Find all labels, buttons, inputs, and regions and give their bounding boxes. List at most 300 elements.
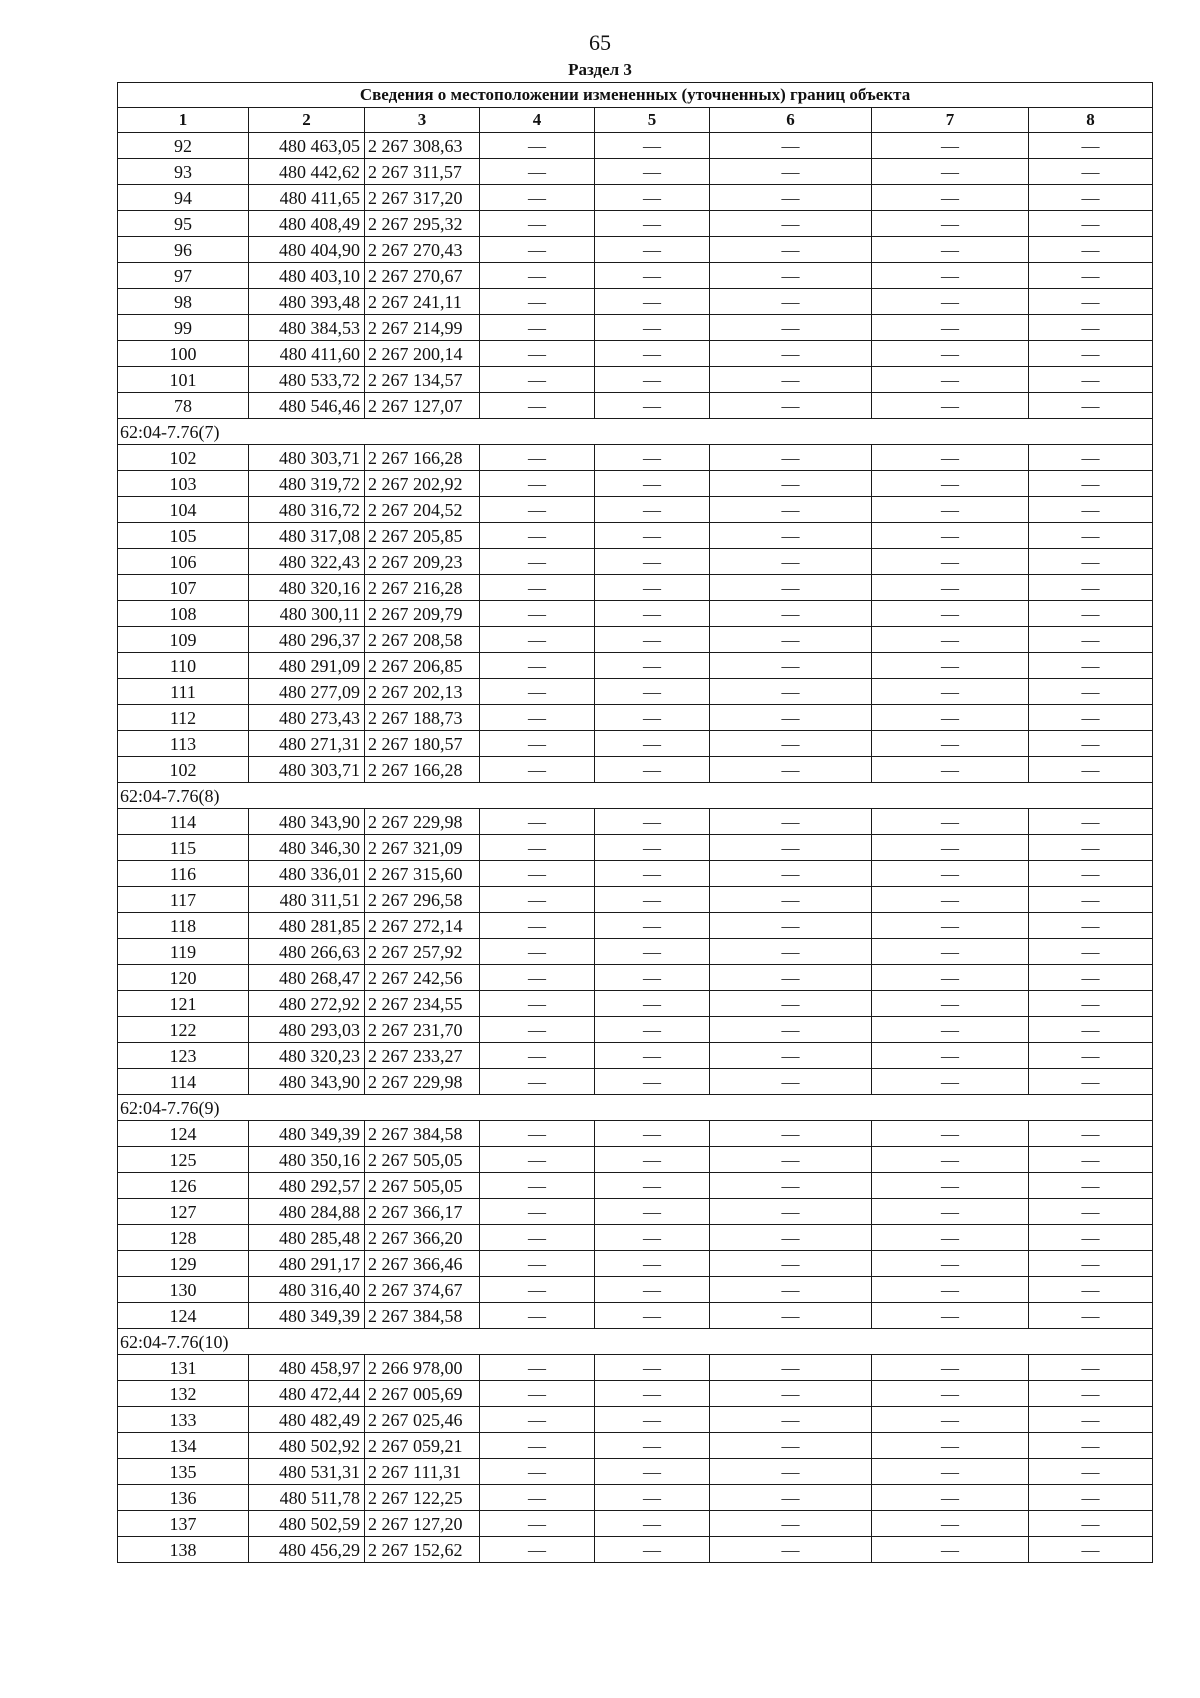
- point-number-cell: 99: [118, 315, 249, 341]
- empty-value-cell: —: [710, 211, 872, 237]
- y-coordinate-cell: 2 267 366,20: [365, 1225, 480, 1251]
- empty-value-cell: —: [480, 809, 595, 835]
- empty-value-cell: —: [710, 1121, 872, 1147]
- empty-value-cell: —: [710, 627, 872, 653]
- table-row: [118, 1537, 1153, 1563]
- empty-value-cell: —: [710, 393, 872, 419]
- table-row: [118, 757, 1153, 783]
- empty-value-cell: —: [480, 211, 595, 237]
- empty-value-cell: —: [1029, 809, 1153, 835]
- empty-value-cell: —: [480, 679, 595, 705]
- empty-value-cell: —: [1029, 497, 1153, 523]
- point-number-cell: 111: [118, 679, 249, 705]
- empty-value-cell: —: [710, 1043, 872, 1069]
- empty-value-cell: —: [872, 1199, 1029, 1225]
- empty-value-cell: —: [1029, 835, 1153, 861]
- y-coordinate-cell: 2 267 241,11: [365, 289, 480, 315]
- group-header-row: [118, 1329, 1153, 1355]
- y-coordinate-cell: 2 267 134,57: [365, 367, 480, 393]
- parcel-group-label: 62:04-7.76(7): [118, 419, 1153, 445]
- point-number-cell: 93: [118, 159, 249, 185]
- x-coordinate-cell: 480 292,57: [249, 1173, 365, 1199]
- empty-value-cell: —: [1029, 861, 1153, 887]
- table-row: [118, 1407, 1153, 1433]
- point-number-cell: 114: [118, 1069, 249, 1095]
- empty-value-cell: —: [595, 627, 710, 653]
- y-coordinate-cell: 2 267 005,69: [365, 1381, 480, 1407]
- empty-value-cell: —: [480, 315, 595, 341]
- y-coordinate-cell: 2 267 374,67: [365, 1277, 480, 1303]
- empty-value-cell: —: [480, 445, 595, 471]
- empty-value-cell: —: [872, 1303, 1029, 1329]
- x-coordinate-cell: 480 349,39: [249, 1121, 365, 1147]
- empty-value-cell: —: [1029, 1251, 1153, 1277]
- empty-value-cell: —: [595, 367, 710, 393]
- empty-value-cell: —: [595, 809, 710, 835]
- empty-value-cell: —: [710, 861, 872, 887]
- empty-value-cell: —: [480, 549, 595, 575]
- x-coordinate-cell: 480 456,29: [249, 1537, 365, 1563]
- table-row: [118, 835, 1153, 861]
- y-coordinate-cell: 2 267 366,17: [365, 1199, 480, 1225]
- table-row: [118, 497, 1153, 523]
- empty-value-cell: —: [710, 731, 872, 757]
- x-coordinate-cell: 480 343,90: [249, 1069, 365, 1095]
- y-coordinate-cell: 2 266 978,00: [365, 1355, 480, 1381]
- y-coordinate-cell: 2 267 317,20: [365, 185, 480, 211]
- x-coordinate-cell: 480 458,97: [249, 1355, 365, 1381]
- table-row: [118, 263, 1153, 289]
- table-row: [118, 809, 1153, 835]
- empty-value-cell: —: [1029, 757, 1153, 783]
- empty-value-cell: —: [710, 601, 872, 627]
- table-row: [118, 1511, 1153, 1537]
- empty-value-cell: —: [872, 1043, 1029, 1069]
- empty-value-cell: —: [595, 237, 710, 263]
- coordinates-table: [117, 82, 1153, 1563]
- parcel-group-label: 62:04-7.76(9): [118, 1095, 1153, 1121]
- empty-value-cell: —: [1029, 549, 1153, 575]
- y-coordinate-cell: 2 267 202,92: [365, 471, 480, 497]
- empty-value-cell: —: [595, 1147, 710, 1173]
- empty-value-cell: —: [872, 341, 1029, 367]
- column-number: 8: [1029, 108, 1153, 133]
- empty-value-cell: —: [872, 497, 1029, 523]
- empty-value-cell: —: [480, 887, 595, 913]
- y-coordinate-cell: 2 267 505,05: [365, 1147, 480, 1173]
- empty-value-cell: —: [1029, 1043, 1153, 1069]
- empty-value-cell: —: [480, 1303, 595, 1329]
- x-coordinate-cell: 480 442,62: [249, 159, 365, 185]
- table-row: [118, 1147, 1153, 1173]
- column-number: 4: [480, 108, 595, 133]
- y-coordinate-cell: 2 267 296,58: [365, 887, 480, 913]
- table-caption: Сведения о местоположении измененных (уточненных) границ объекта: [118, 83, 1153, 108]
- empty-value-cell: —: [480, 1381, 595, 1407]
- empty-value-cell: —: [480, 1225, 595, 1251]
- empty-value-cell: —: [872, 549, 1029, 575]
- y-coordinate-cell: 2 267 209,23: [365, 549, 480, 575]
- y-coordinate-cell: 2 267 200,14: [365, 341, 480, 367]
- empty-value-cell: —: [595, 1381, 710, 1407]
- column-number: 5: [595, 108, 710, 133]
- empty-value-cell: —: [872, 263, 1029, 289]
- empty-value-cell: —: [872, 1459, 1029, 1485]
- empty-value-cell: —: [1029, 367, 1153, 393]
- empty-value-cell: —: [480, 1121, 595, 1147]
- y-coordinate-cell: 2 267 315,60: [365, 861, 480, 887]
- point-number-cell: 129: [118, 1251, 249, 1277]
- table-row: [118, 1043, 1153, 1069]
- empty-value-cell: —: [480, 393, 595, 419]
- empty-value-cell: —: [480, 1199, 595, 1225]
- empty-value-cell: —: [595, 575, 710, 601]
- empty-value-cell: —: [872, 705, 1029, 731]
- y-coordinate-cell: 2 267 229,98: [365, 809, 480, 835]
- column-number: 7: [872, 108, 1029, 133]
- empty-value-cell: —: [595, 965, 710, 991]
- empty-value-cell: —: [1029, 991, 1153, 1017]
- empty-value-cell: —: [872, 1121, 1029, 1147]
- empty-value-cell: —: [480, 1173, 595, 1199]
- empty-value-cell: —: [872, 289, 1029, 315]
- empty-value-cell: —: [872, 211, 1029, 237]
- x-coordinate-cell: 480 316,40: [249, 1277, 365, 1303]
- y-coordinate-cell: 2 267 166,28: [365, 757, 480, 783]
- empty-value-cell: —: [710, 965, 872, 991]
- empty-value-cell: —: [872, 1251, 1029, 1277]
- column-numbers-row: [118, 108, 1153, 133]
- point-number-cell: 97: [118, 263, 249, 289]
- empty-value-cell: —: [872, 1355, 1029, 1381]
- point-number-cell: 113: [118, 731, 249, 757]
- table-row: [118, 1017, 1153, 1043]
- empty-value-cell: —: [710, 939, 872, 965]
- y-coordinate-cell: 2 267 204,52: [365, 497, 480, 523]
- empty-value-cell: —: [710, 1459, 872, 1485]
- empty-value-cell: —: [1029, 1199, 1153, 1225]
- empty-value-cell: —: [1029, 159, 1153, 185]
- empty-value-cell: —: [1029, 523, 1153, 549]
- column-number: 2: [249, 108, 365, 133]
- empty-value-cell: —: [480, 601, 595, 627]
- table-row: [118, 1069, 1153, 1095]
- table-row: [118, 965, 1153, 991]
- point-number-cell: 94: [118, 185, 249, 211]
- empty-value-cell: —: [872, 185, 1029, 211]
- table-row: [118, 211, 1153, 237]
- empty-value-cell: —: [595, 159, 710, 185]
- empty-value-cell: —: [1029, 1407, 1153, 1433]
- empty-value-cell: —: [480, 1459, 595, 1485]
- empty-value-cell: —: [872, 1381, 1029, 1407]
- empty-value-cell: —: [1029, 263, 1153, 289]
- empty-value-cell: —: [872, 1407, 1029, 1433]
- empty-value-cell: —: [710, 1433, 872, 1459]
- empty-value-cell: —: [480, 341, 595, 367]
- x-coordinate-cell: 480 284,88: [249, 1199, 365, 1225]
- empty-value-cell: —: [872, 159, 1029, 185]
- empty-value-cell: —: [595, 1173, 710, 1199]
- table-row: [118, 1277, 1153, 1303]
- empty-value-cell: —: [595, 731, 710, 757]
- empty-value-cell: —: [710, 445, 872, 471]
- table-row: [118, 1355, 1153, 1381]
- empty-value-cell: —: [595, 549, 710, 575]
- empty-value-cell: —: [710, 1147, 872, 1173]
- empty-value-cell: —: [710, 835, 872, 861]
- empty-value-cell: —: [872, 757, 1029, 783]
- y-coordinate-cell: 2 267 122,25: [365, 1485, 480, 1511]
- y-coordinate-cell: 2 267 311,57: [365, 159, 480, 185]
- empty-value-cell: —: [595, 1433, 710, 1459]
- table-row: [118, 237, 1153, 263]
- x-coordinate-cell: 480 266,63: [249, 939, 365, 965]
- x-coordinate-cell: 480 343,90: [249, 809, 365, 835]
- table-row: [118, 471, 1153, 497]
- table-row: [118, 601, 1153, 627]
- table-row: [118, 1303, 1153, 1329]
- empty-value-cell: —: [480, 627, 595, 653]
- x-coordinate-cell: 480 291,17: [249, 1251, 365, 1277]
- point-number-cell: 105: [118, 523, 249, 549]
- empty-value-cell: —: [1029, 653, 1153, 679]
- point-number-cell: 131: [118, 1355, 249, 1381]
- empty-value-cell: —: [595, 471, 710, 497]
- point-number-cell: 123: [118, 1043, 249, 1069]
- empty-value-cell: —: [1029, 731, 1153, 757]
- y-coordinate-cell: 2 267 270,67: [365, 263, 480, 289]
- empty-value-cell: —: [872, 1147, 1029, 1173]
- empty-value-cell: —: [872, 809, 1029, 835]
- point-number-cell: 128: [118, 1225, 249, 1251]
- table-row: [118, 913, 1153, 939]
- empty-value-cell: —: [1029, 965, 1153, 991]
- table-row: [118, 1459, 1153, 1485]
- point-number-cell: 103: [118, 471, 249, 497]
- table-row: [118, 523, 1153, 549]
- empty-value-cell: —: [595, 1459, 710, 1485]
- empty-value-cell: —: [710, 1173, 872, 1199]
- empty-value-cell: —: [595, 861, 710, 887]
- empty-value-cell: —: [872, 445, 1029, 471]
- empty-value-cell: —: [710, 367, 872, 393]
- empty-value-cell: —: [710, 497, 872, 523]
- point-number-cell: 101: [118, 367, 249, 393]
- empty-value-cell: —: [480, 1511, 595, 1537]
- y-coordinate-cell: 2 267 152,62: [365, 1537, 480, 1563]
- point-number-cell: 109: [118, 627, 249, 653]
- group-header-row: [118, 783, 1153, 809]
- x-coordinate-cell: 480 320,16: [249, 575, 365, 601]
- y-coordinate-cell: 2 267 205,85: [365, 523, 480, 549]
- x-coordinate-cell: 480 411,65: [249, 185, 365, 211]
- point-number-cell: 100: [118, 341, 249, 367]
- point-number-cell: 114: [118, 809, 249, 835]
- empty-value-cell: —: [480, 731, 595, 757]
- empty-value-cell: —: [710, 1069, 872, 1095]
- empty-value-cell: —: [872, 1485, 1029, 1511]
- empty-value-cell: —: [1029, 211, 1153, 237]
- empty-value-cell: —: [710, 185, 872, 211]
- x-coordinate-cell: 480 291,09: [249, 653, 365, 679]
- empty-value-cell: —: [710, 913, 872, 939]
- y-coordinate-cell: 2 267 384,58: [365, 1121, 480, 1147]
- column-number: 3: [365, 108, 480, 133]
- empty-value-cell: —: [595, 1277, 710, 1303]
- empty-value-cell: —: [595, 1485, 710, 1511]
- y-coordinate-cell: 2 267 188,73: [365, 705, 480, 731]
- empty-value-cell: —: [595, 1069, 710, 1095]
- x-coordinate-cell: 480 311,51: [249, 887, 365, 913]
- empty-value-cell: —: [595, 913, 710, 939]
- x-coordinate-cell: 480 463,05: [249, 133, 365, 159]
- x-coordinate-cell: 480 320,23: [249, 1043, 365, 1069]
- empty-value-cell: —: [480, 133, 595, 159]
- empty-value-cell: —: [710, 1225, 872, 1251]
- x-coordinate-cell: 480 273,43: [249, 705, 365, 731]
- empty-value-cell: —: [710, 887, 872, 913]
- empty-value-cell: —: [710, 1277, 872, 1303]
- empty-value-cell: —: [480, 575, 595, 601]
- empty-value-cell: —: [1029, 471, 1153, 497]
- point-number-cell: 107: [118, 575, 249, 601]
- empty-value-cell: —: [710, 315, 872, 341]
- parcel-group-label: 62:04-7.76(10): [118, 1329, 1153, 1355]
- x-coordinate-cell: 480 403,10: [249, 263, 365, 289]
- empty-value-cell: —: [595, 1511, 710, 1537]
- empty-value-cell: —: [872, 1277, 1029, 1303]
- table-row: [118, 627, 1153, 653]
- point-number-cell: 102: [118, 757, 249, 783]
- x-coordinate-cell: 480 319,72: [249, 471, 365, 497]
- empty-value-cell: —: [1029, 1069, 1153, 1095]
- y-coordinate-cell: 2 267 127,07: [365, 393, 480, 419]
- table-row: [118, 1251, 1153, 1277]
- empty-value-cell: —: [480, 1537, 595, 1563]
- point-number-cell: 127: [118, 1199, 249, 1225]
- empty-value-cell: —: [1029, 887, 1153, 913]
- empty-value-cell: —: [710, 1407, 872, 1433]
- empty-value-cell: —: [872, 393, 1029, 419]
- empty-value-cell: —: [710, 653, 872, 679]
- page-number: 65: [589, 30, 611, 55]
- empty-value-cell: —: [1029, 1147, 1153, 1173]
- point-number-cell: 126: [118, 1173, 249, 1199]
- x-coordinate-cell: 480 303,71: [249, 757, 365, 783]
- point-number-cell: 96: [118, 237, 249, 263]
- table-row: [118, 393, 1153, 419]
- table-row: [118, 1173, 1153, 1199]
- table-row: [118, 133, 1153, 159]
- empty-value-cell: —: [710, 289, 872, 315]
- empty-value-cell: —: [1029, 1485, 1153, 1511]
- point-number-cell: 119: [118, 939, 249, 965]
- empty-value-cell: —: [710, 575, 872, 601]
- x-coordinate-cell: 480 268,47: [249, 965, 365, 991]
- empty-value-cell: —: [872, 471, 1029, 497]
- empty-value-cell: —: [872, 939, 1029, 965]
- empty-value-cell: —: [710, 523, 872, 549]
- x-coordinate-cell: 480 472,44: [249, 1381, 365, 1407]
- empty-value-cell: —: [872, 1017, 1029, 1043]
- table-body: [118, 133, 1153, 1563]
- empty-value-cell: —: [480, 471, 595, 497]
- x-coordinate-cell: 480 336,01: [249, 861, 365, 887]
- y-coordinate-cell: 2 267 214,99: [365, 315, 480, 341]
- table-row: [118, 1381, 1153, 1407]
- point-number-cell: 115: [118, 835, 249, 861]
- empty-value-cell: —: [480, 1407, 595, 1433]
- empty-value-cell: —: [480, 653, 595, 679]
- empty-value-cell: —: [1029, 1537, 1153, 1563]
- table-row: [118, 861, 1153, 887]
- empty-value-cell: —: [710, 705, 872, 731]
- column-number: 1: [118, 108, 249, 133]
- empty-value-cell: —: [595, 835, 710, 861]
- empty-value-cell: —: [710, 1355, 872, 1381]
- empty-value-cell: —: [872, 913, 1029, 939]
- empty-value-cell: —: [480, 913, 595, 939]
- table-row: [118, 991, 1153, 1017]
- empty-value-cell: —: [710, 341, 872, 367]
- empty-value-cell: —: [1029, 1121, 1153, 1147]
- empty-value-cell: —: [1029, 601, 1153, 627]
- empty-value-cell: —: [872, 679, 1029, 705]
- parcel-group-label: 62:04-7.76(8): [118, 783, 1153, 809]
- empty-value-cell: —: [872, 1511, 1029, 1537]
- x-coordinate-cell: 480 511,78: [249, 1485, 365, 1511]
- point-number-cell: 138: [118, 1537, 249, 1563]
- empty-value-cell: —: [1029, 939, 1153, 965]
- x-coordinate-cell: 480 271,31: [249, 731, 365, 757]
- point-number-cell: 112: [118, 705, 249, 731]
- table-caption-row: [118, 83, 1153, 108]
- y-coordinate-cell: 2 267 366,46: [365, 1251, 480, 1277]
- y-coordinate-cell: 2 267 202,13: [365, 679, 480, 705]
- table-row: [118, 1121, 1153, 1147]
- point-number-cell: 124: [118, 1303, 249, 1329]
- y-coordinate-cell: 2 267 206,85: [365, 653, 480, 679]
- y-coordinate-cell: 2 267 166,28: [365, 445, 480, 471]
- empty-value-cell: —: [710, 1303, 872, 1329]
- empty-value-cell: —: [480, 705, 595, 731]
- empty-value-cell: —: [480, 237, 595, 263]
- point-number-cell: 106: [118, 549, 249, 575]
- point-number-cell: 135: [118, 1459, 249, 1485]
- empty-value-cell: —: [872, 991, 1029, 1017]
- point-number-cell: 104: [118, 497, 249, 523]
- empty-value-cell: —: [595, 705, 710, 731]
- empty-value-cell: —: [872, 133, 1029, 159]
- point-number-cell: 102: [118, 445, 249, 471]
- point-number-cell: 116: [118, 861, 249, 887]
- empty-value-cell: —: [480, 289, 595, 315]
- empty-value-cell: —: [1029, 1355, 1153, 1381]
- empty-value-cell: —: [872, 627, 1029, 653]
- empty-value-cell: —: [595, 445, 710, 471]
- empty-value-cell: —: [595, 757, 710, 783]
- table-row: [118, 185, 1153, 211]
- empty-value-cell: —: [1029, 705, 1153, 731]
- table-row: [118, 289, 1153, 315]
- point-number-cell: 125: [118, 1147, 249, 1173]
- x-coordinate-cell: 480 316,72: [249, 497, 365, 523]
- x-coordinate-cell: 480 285,48: [249, 1225, 365, 1251]
- point-number-cell: 110: [118, 653, 249, 679]
- column-number: 6: [710, 108, 872, 133]
- point-number-cell: 92: [118, 133, 249, 159]
